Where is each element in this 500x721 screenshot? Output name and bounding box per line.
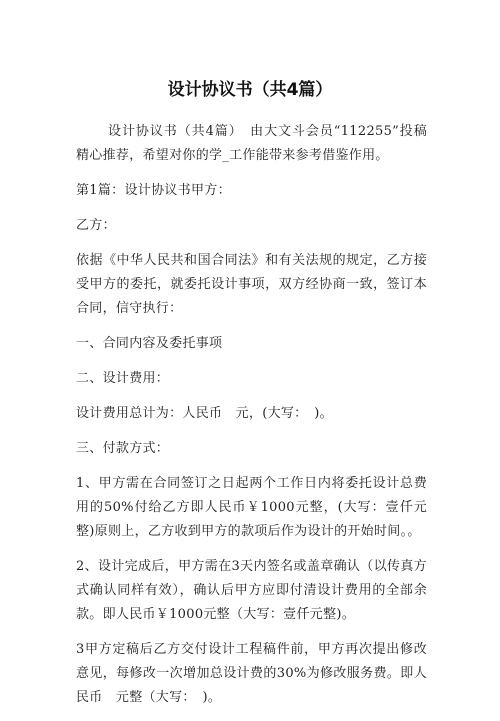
clause-two-heading: 二、设计费用： [76,371,170,386]
contract-basis-paragraph: 依据《中华人民共和国合同法》和有关法规的规定，乙方接受甲方的委托，就委托设计事项，双方经协商一致，签订本合同，信守执行： [76,253,427,316]
payment-item-3: 3甲方定稿后乙方交付设计工程稿件前，甲方再次提出修改意见，每修改一次增加总设计费的30%为修改服务费。即人民币 元整（大写： )。 [76,642,427,705]
clause-three-heading: 三、付款方式： [76,441,170,456]
payment-item-2: 2、设计完成后，甲方需在3天内签名或盖章确认（以传真方式确认同样有效），确认后甲方应即付清设计费用的全部余款。即人民币￥1000元整（大写：壹仟元整)。 [76,559,427,622]
payment-item-1: 1、甲方需在合同签订之日起两个工作日内将委托设计总费用的50%付给乙方即人民币￥1000元整，(大写：壹仟元整)原则上，乙方收到甲方的款项后作为设计的开始时间。。 [76,476,427,539]
section-heading-part1: 第1篇：设计协议书甲方： [76,183,231,198]
clause-one-heading: 一、合同内容及委托事项 [76,336,223,351]
document-body [76,120,427,721]
design-fee-total: 设计费用总计为：人民币 元，(大写： )。 [76,406,333,421]
party-b-line: 乙方： [76,218,116,233]
document-title: 设计协议书（共4篇） [167,80,333,100]
intro-paragraph: 设计协议书（共4篇） 由大文斗会员“112255”投稿精心推荐，希望对你的学_工作能带来参考借鉴作用。 [76,124,427,163]
